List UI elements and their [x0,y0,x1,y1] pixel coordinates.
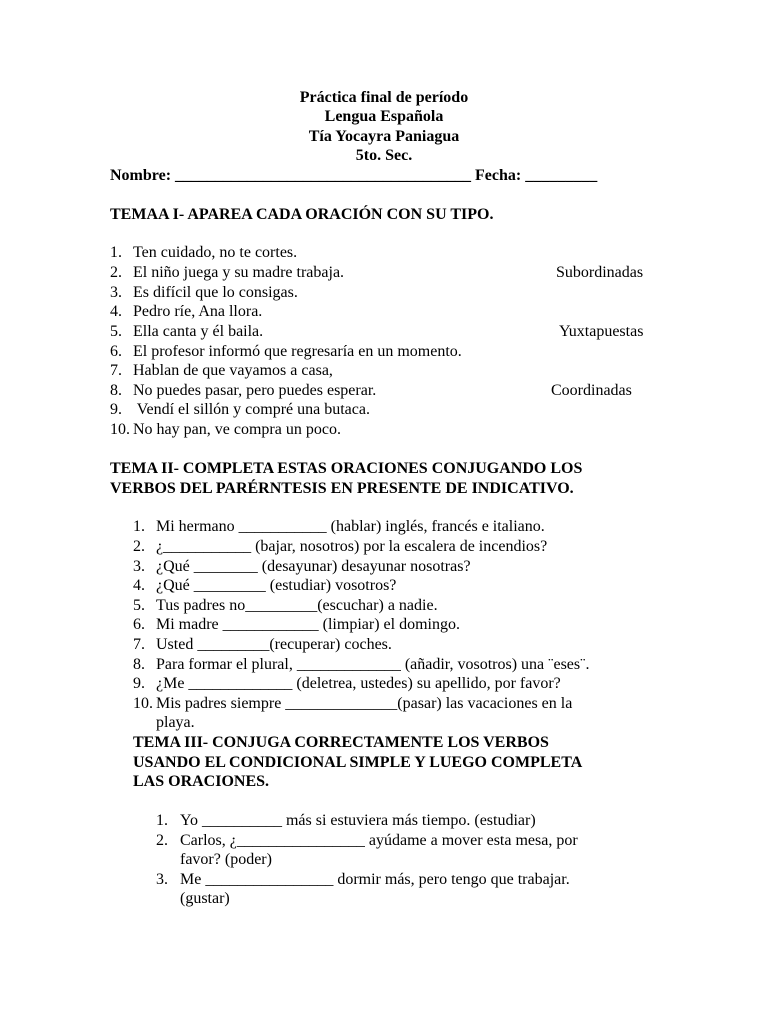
list-item-number: 5. [133,597,145,614]
name-date-line: Nombre: _____________________________________ Fecha: _________ [110,167,598,184]
list-item-number: 2. [110,264,122,281]
list-item-number: 10. [110,421,130,438]
section3-title-line3: LAS ORACIONES. [133,773,270,790]
list-item-number: 8. [133,656,145,673]
list-item-number: 5. [110,323,122,340]
section1-title: TEMAA I- APAREA CADA ORACIÓN CON SU TIPO. [110,206,494,223]
list-item-number: 9. [133,675,145,692]
section3-title-line2: USANDO EL CONDICIONAL SIMPLE Y LUEGO COMPLETA [133,754,583,771]
list-item-number: 6. [110,343,122,360]
list-item-number: 7. [110,362,122,379]
list-item: Para formar el plural, _____________ (añadir, vosotros) una ¨eses¨. [156,656,590,673]
list-item-number: 3. [110,284,122,301]
list-item: Carlos, ¿________________ ayúdame a mover esta mesa, por [180,832,578,849]
list-item: Vendí el sillón y compré una butaca. [133,401,370,418]
list-item-number: 3. [156,871,168,888]
list-item: ¿Me _____________ (deletrea, ustedes) su apellido, por favor? [156,675,561,692]
section2-title-line2: VERBOS DEL PARÉRNTESIS EN PRESENTE DE INDICATIVO. [110,480,574,497]
list-item: Ten cuidado, no te cortes. [133,244,298,261]
list-item: Pedro ríe, Ana llora. [133,303,263,320]
list-item-continuation: playa. [156,714,195,731]
list-item-number: 4. [110,303,122,320]
list-item: ¿___________ (bajar, nosotros) por la escalera de incendios? [156,538,548,555]
type-label-subordinadas: Subordinadas [556,264,644,281]
list-item: Yo __________ más si estuviera más tiempo. (estudiar) [180,812,536,829]
list-item-number: 10. [133,695,153,712]
list-item-number: 7. [133,636,145,653]
list-item: El niño juega y su madre trabaja. [133,264,345,281]
list-item: Ella canta y él baila. [133,323,264,340]
grade-label: 5to. Sec. [355,147,413,164]
list-item: ¿Qué _________ (estudiar) vosotros? [156,577,397,594]
list-item: El profesor informó que regresaría en un momento. [133,343,462,360]
list-item-number: 8. [110,382,122,399]
list-item: Tus padres no_________(escuchar) a nadie. [156,597,438,614]
type-label-yuxtapuestas: Yuxtapuestas [559,323,644,340]
list-item: Mi hermano ___________ (hablar) inglés, francés e italiano. [156,518,545,535]
list-item: Es difícil que lo consigas. [133,284,298,301]
list-item-number: 1. [110,244,122,261]
list-item: Usted _________(recuperar) coches. [156,636,392,653]
list-item: Hablan de que vayamos a casa, [133,362,333,379]
list-item-number: 9. [110,401,122,418]
list-item: Mi madre ____________ (limpiar) el domingo. [156,616,460,633]
list-item-continuation: favor? (poder) [180,851,272,868]
list-item-number: 2. [156,832,168,849]
list-item: No hay pan, ve compra un poco. [133,421,341,438]
list-item-continuation: (gustar) [180,890,230,907]
teacher-name: Tía Yocayra Paniagua [308,128,460,145]
list-item-number: 2. [133,538,145,555]
section2-title-line1: TEMA II- COMPLETA ESTAS ORACIONES CONJUGANDO LOS [110,460,583,477]
list-item: Me ________________ dormir más, pero tengo que trabajar. [180,871,570,888]
type-label-coordinadas: Coordinadas [551,382,632,399]
subject-title: Lengua Española [324,108,444,125]
list-item-number: 3. [133,558,145,575]
section3-title-line1: TEMA III- CONJUGA CORRECTAMENTE LOS VERBOS [133,734,549,751]
list-item: Mis padres siempre ______________(pasar) las vacaciones en la [156,695,573,712]
list-item-number: 1. [156,812,168,829]
list-item: No puedes pasar, pero puedes esperar. [133,382,377,399]
list-item-number: 6. [133,616,145,633]
list-item-number: 4. [133,577,145,594]
worksheet-title: Práctica final de período [299,89,469,106]
list-item-number: 1. [133,518,145,535]
list-item: ¿Qué ________ (desayunar) desayunar nosotras? [156,558,471,575]
